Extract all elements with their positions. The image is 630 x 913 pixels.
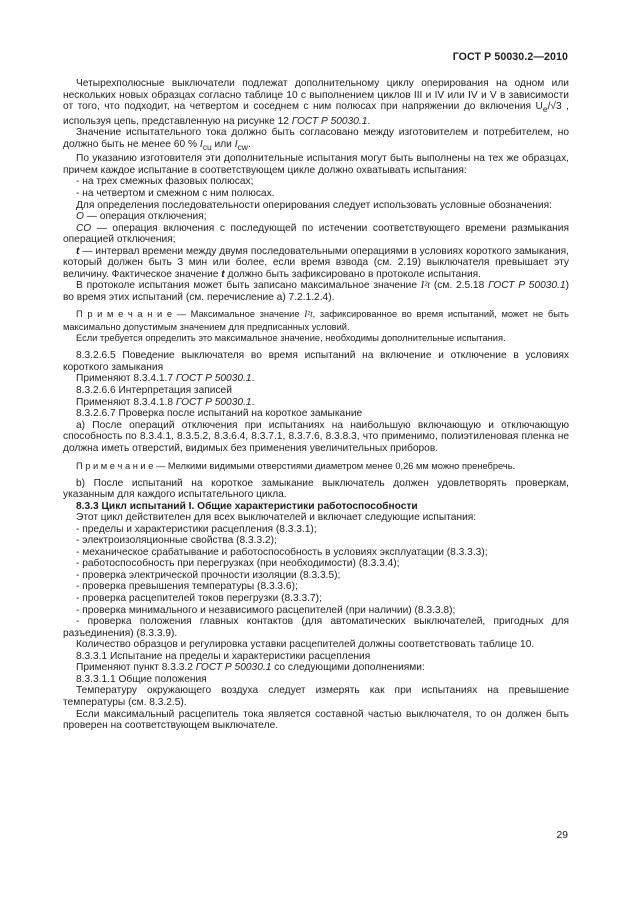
list-item: - проверка положения главных контактов (для автоматических выключателей, пригодных для разъединения) (8.3.3.9). [63, 616, 569, 639]
section-heading: 8.3.3.1 Испытание на пределы и характеристики расцепления [76, 650, 371, 662]
section-heading: 8.3.2.6.6 Интерпретация записей [76, 384, 232, 396]
paragraph: В протоколе испытания может быть записано максимальное значение I²t (см. 2.5.18 ГОСТ Р 50030.1) во время этих испытаний (см. перечисление а) 7.2.1.2.4). [63, 280, 570, 303]
paragraph: b) После испытаний на короткое замыкание выключатель должен удовлетворять проверкам, указанным для каждого испытательного цикла. [63, 477, 569, 501]
definition: О — операция отключения; [76, 211, 207, 223]
section-heading: 8.3.2.6.7 Проверка после испытаний на короткое замыкание [76, 408, 363, 420]
page-number: 29 [556, 830, 568, 841]
paragraph: Температуру окружающего воздуха следует измерять как при испытаниях на превышение температуры (см. 8.3.2.5). [63, 685, 569, 708]
section-heading: 8.3.2.6.5 Поведение выключателя во время испытаний на включение и отключение в условиях короткого замыкания [63, 350, 569, 373]
definition: t — интервал времени между двумя последовательными операциями в условиях короткого замыкания, который должен быть 3 мин или более, если время взвода (см. 2.19) выключателя превышает эту величину. Фактическое значение t должно быть зафиксировано в протоколе испытания. [63, 245, 569, 280]
note: П р и м е ч а н и е — Максимальное значение I²t, зафиксированное во время испытаний, может не быть максимально допустимым значением для предписанных условий. [63, 309, 569, 332]
paragraph: Этот цикл действителен для всех выключателей и включает следующие испытания: [76, 512, 477, 524]
section-heading: 8.3.3.1.1 Общие положения [76, 673, 207, 685]
paragraph: Применяют 8.3.4.1.7 ГОСТ Р 50030.1. [76, 373, 255, 385]
paragraph: Для определения последовательности оперирования следует использовать условные обозначения: [76, 199, 552, 211]
paragraph: а) После операций отключения при испытаниях на наибольшую включающую и отключающую способность по 8.3.4.1, 8.3.5.2, 8.3.6.4, 8.3.7.1, 8.3.7.6, 8.3.8.3, что применимо, полиэтиленовая пленка не должна иметь отверстий, видимых без применения увеличительных приборов. [63, 419, 569, 454]
list-item: - электроизоляционные свойства (8.3.3.2); [76, 535, 277, 547]
note: П р и м е ч а н и е — Мелкими видимыми отверстиями диаметром менее 0,26 мм можно пренебречь. [76, 461, 516, 472]
list-item: - на четвертом и смежном с ним полюсах. [76, 187, 275, 199]
list-item: - проверка расцепителей токов перегрузки (8.3.3.7); [76, 593, 322, 605]
paragraph: Применяют пункт 8.3.3.2 ГОСТ Р 50030.1 со следующими дополнениями: [76, 662, 425, 674]
section-heading: 8.3.3 Цикл испытаний I. Общие характеристики работоспособности [76, 500, 418, 512]
definition: СО — операция включения с последующей по истечении соответствующего времени размыкания операцией отключения; [63, 222, 569, 246]
paragraph: По указанию изготовителя эти дополнительные испытания могут быть выполнены на тех же образцах, причем каждое испытание в соответствующем цикле должно охватывать испытания: [63, 153, 569, 176]
paragraph: Если максимальный расцепитель тока является составной частью выключателя, то он должен быть проверен на соответствующем выключателе. [63, 708, 569, 732]
list-item: - на трех смежных фазовых полюсах; [76, 176, 254, 188]
note: Если требуется определить это максимальное значение, необходимы дополнительные испытания. [76, 333, 506, 344]
list-item: - механическое срабатывание и работоспособность в условиях эксплуатации (8.3.3.3); [76, 546, 488, 558]
document-body [63, 78, 569, 732]
paragraph: Четырехполюсные выключатели подлежат дополнительному циклу оперирования на одном или нескольких новых образцах согласно таблице 10 с выполнением циклов III и IV или IV и V в зависимости от того, что подходит, на четвертом и соседнем с ним полюсах при напряжении до включения $U_e/√3$ , используя цепь, представленную на рисунке 12 ГОСТ Р 50030.1. [63, 78, 569, 127]
paragraph: Значение испытательного тока должно быть согласовано между изготовителем и потребителем, но должно быть не менее 60 % $I_{cu}$ или $I_{cw}$. [63, 127, 569, 152]
list-item: - проверка электрической прочности изоляции (8.3.3.5); [76, 569, 341, 581]
list-item: - работоспособность при перегрузках (при необходимости) (8.3.3.4); [76, 558, 400, 570]
list-item: - проверка превышения температуры (8.3.3.6); [76, 581, 298, 593]
list-item: - пределы и характеристики расцепления (8.3.3.1); [76, 523, 317, 535]
paragraph: Применяют 8.3.4.1.8 ГОСТ Р 50030.1. [76, 396, 255, 408]
list-item: - проверка минимального и независимого расцепителей (при наличии) (8.3.3.8); [76, 604, 456, 616]
page-header: ГОСТ Р 50030.2—2010 [452, 51, 568, 63]
paragraph: Количество образцов и регулировка уставки расцепителей должны соответствовать таблице 10. [76, 639, 535, 651]
